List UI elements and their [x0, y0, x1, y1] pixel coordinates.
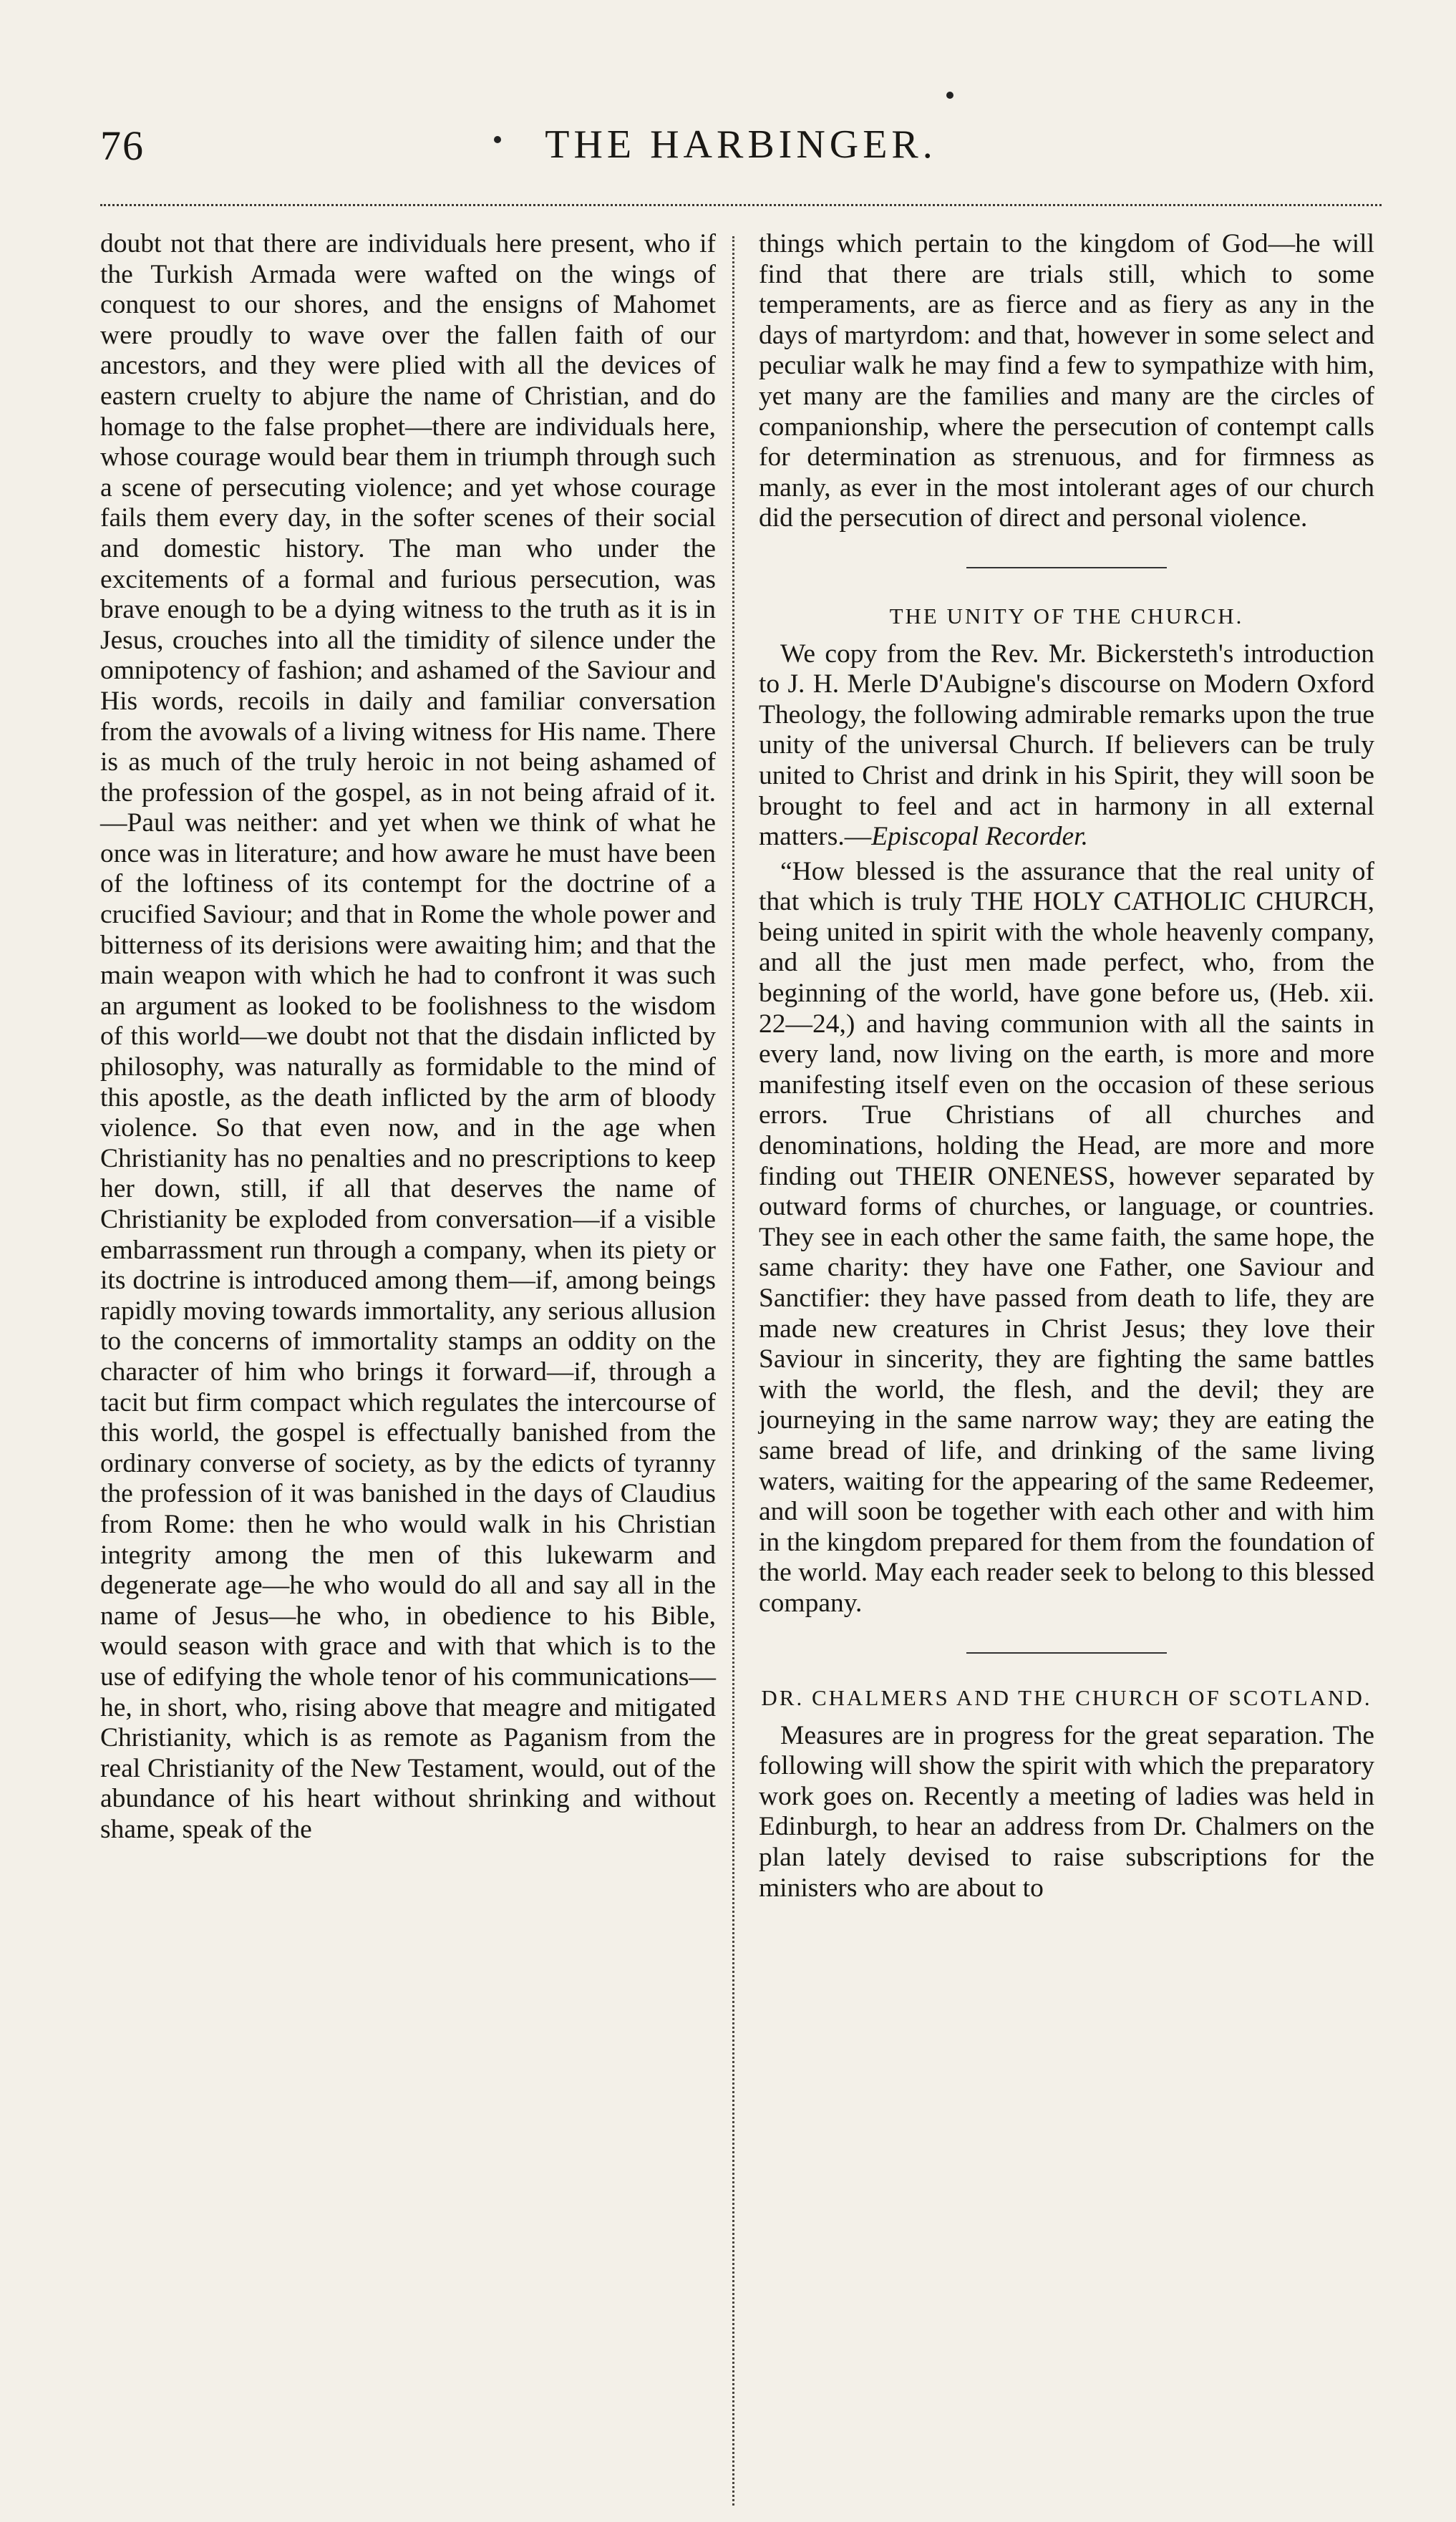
- right-column: [759, 229, 1374, 1903]
- column-divider: [732, 236, 744, 2506]
- unity-intro-source: Episcopal Recorder.: [871, 822, 1088, 852]
- page-header: [100, 122, 1382, 179]
- unity-intro-text: We copy from the Rev. Mr. Bickersteth's introduction to J. H. Merle D'Aubigne's discourse on Modern Oxford Theology, the following admirable remarks upon the true unity of the universal Church. If believers can be truly united to Christ and drink in his Spirit, they will soon be brought to feel and act in harmony in all external matters.—: [759, 639, 1374, 852]
- unity-quote: “How blessed is the assurance that the real unity of that which is truly THE HOLY CATHOLIC CHURCH, being united in spirit with the whole heavenly company, and all the just men made perfect, who, from the beginning of the world, have gone before us, (Heb. xii. 22—24,) and having communion with all the saints in every land, now living on the earth, is more and more manifesting itself even on the occasion of these serious errors. True Christians of all churches and denominations, holding the Head, are more and more finding out THEIR ONENESS, however separated by outward forms of churches, or language, or countries. They see in each other the same faith, the same hope, the same charity: they have one Father, one Saviour and Sanctifier: they have passed from death to life, they are made new creatures in Christ Jesus; they love their Saviour in sincerity, they are fighting the same battles with the world, the flesh, and the devil; they are journeying in the same narrow way; they are eating the same bread of life, and drinking of the same living waters, waiting for the appearing of the same Redeemer, and will soon be together with each other and with him in the kingdom prepared for them from the foundation of the world. May each reader seek to belong to this blessed company.: [759, 856, 1374, 1618]
- unity-intro: [759, 639, 1374, 853]
- running-head: THE HARBINGER.: [545, 122, 937, 167]
- left-column: [100, 229, 716, 1845]
- continuation-paragraph: things which pertain to the kingdom of God—he will find that there are trials still, which to some temperaments, are as fierce and as fiery as any in the days of martyrdom: and that, however in some select and peculiar walk he may find a few to sympathize with him, yet many are the families and many are the circles of companionship, where the persecution of contempt calls for determination as strenuous, and for firmness as manly, as ever in the most intolerant ages of our church did the persecution of direct and personal violence.: [759, 229, 1374, 533]
- section-rule: [966, 567, 1167, 568]
- page-number: 76: [100, 122, 145, 169]
- chalmers-body: Measures are in progress for the great separation. The following will show the spirit with which the preparatory work goes on. Recently a meeting of ladies was held in Edinburgh, to hear an address from Dr. Chalmers on the plan lately devised to raise subscriptions for the ministers who are about to: [759, 1720, 1374, 1903]
- left-column-text: doubt not that there are individuals here present, who if the Turkish Armada were wafted on the wings of conquest to our shores, and the ensigns of Mahomet were proudly to wave over the fallen faith of our ancestors, and they were plied with all the devices of eastern cruelty to abjure the name of Christian, and do homage to the false prophet—there are individuals here, whose courage would bear them in triumph through such a scene of persecuting violence; and yet whose courage fails them every day, in the softer scenes of their social and domestic history. The man who under the excitements of a formal and furious persecution, was brave enough to be a dying witness to the truth as it is in Jesus, crouches into all the timidity of silence under the omnipotency of fashion; and ashamed of the Saviour and His words, recoils in daily and familiar conversation from the avowals of a living witness for His name. There is as much of the truly heroic in not being ashamed of the profession of the gospel, as in not being afraid of it.—Paul was neither: and yet when we think of what he once was in literature; and how aware he must have been of the loftiness of its contempt for the doctrine of a crucified Saviour; and that in Rome the whole power and bitterness of its derisions were awaiting him; and that the main weapon with which he had to confront it was such an argument as looked to be foolishness to the wisdom of this world—we doubt not that the disdain inflicted by philosophy, was naturally as formidable to the mind of this apostle, as the death inflicted by the arm of bloody violence. So that even now, and in the age when Christianity has no penalties and no prescriptions to keep her down, still, if all that deserves the name of Christianity be exploded from conversation—if a visible embarrassment run through a company, when its piety or its doctrine is introduced among them—if, among beings rapidly moving towards immortality, any serious allusion to the concerns of immortality stamps an oddity on the character of him who brings it forward—if, through a tacit but firm compact which regulates the intercourse of this world, the gospel is effectually banished from the ordinary converse of society, as by the edicts of tyranny the profession of it was banished in the days of Claudius from Rome: then he who would walk in his Christian integrity among the men of this lukewarm and degenerate age—he who would do all and say all in the name of Jesus—he who, in obedience to his Bible, would season with grace and with that which is to the use of edifying the whole tenor of his communications—he, in short, who, rising above that meagre and mitigated Christianity, which is as remote as Paganism from the real Christianity of the New Testament, would, out of the abundance of his heart without shrinking and without shame, speak of the: [100, 229, 716, 1844]
- ink-speck: [946, 92, 953, 99]
- header-rule: [100, 204, 1382, 206]
- section-title-unity: THE UNITY OF THE CHURCH.: [889, 603, 1244, 629]
- section-title-chalmers: DR. CHALMERS AND THE CHURCH OF SCOTLAND.: [761, 1684, 1372, 1710]
- section-rule: [966, 1652, 1167, 1654]
